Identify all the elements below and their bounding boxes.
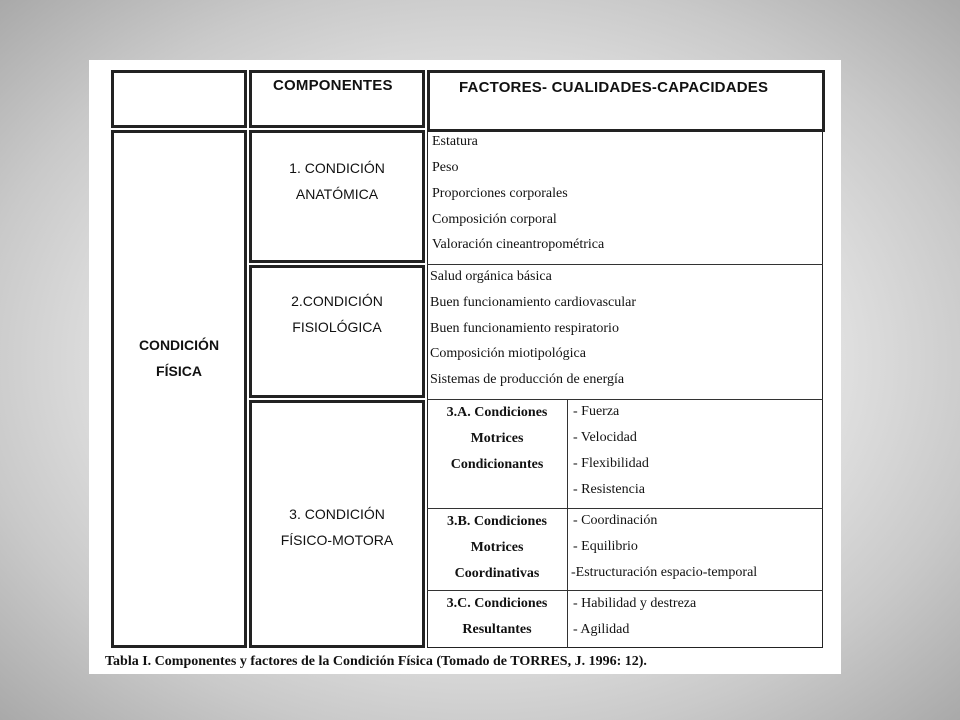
sub-c-item: - Agilidad xyxy=(573,622,630,637)
anatomica-line1: 1. CONDICIÓN xyxy=(289,160,385,176)
sub-a-item: - Resistencia xyxy=(573,482,645,497)
sub-c-item: - Habilidad y destreza xyxy=(573,596,697,611)
sub-a-line1: 3.A. Condiciones xyxy=(446,405,548,420)
condicion-fisica-label xyxy=(111,332,247,384)
sub-b-line1: 3.B. Condiciones xyxy=(447,514,547,529)
anatomica-item: Proporciones corporales xyxy=(432,186,568,201)
sub-c-label xyxy=(427,591,567,643)
sub-b-item: -Estructuración espacio-temporal xyxy=(571,565,758,580)
sub-a-item: - Fuerza xyxy=(573,404,620,419)
fisico-motora-line2: FÍSICO-MOTORA xyxy=(280,532,394,548)
sub-a-line2: Motrices xyxy=(470,431,524,446)
anatomica-item: Valoración cineantropométrica xyxy=(432,237,605,252)
sub-a-item: - Flexibilidad xyxy=(573,456,649,471)
fisiologica-item: Sistemas de producción de energía xyxy=(430,372,625,387)
condicion-fisica-line1: CONDICIÓN xyxy=(138,337,220,353)
anatomica-item: Estatura xyxy=(432,134,478,149)
condicion-fisica-line2: FÍSICA xyxy=(156,363,202,379)
sub-b-item: - Coordinación xyxy=(573,513,658,528)
sub-b-label xyxy=(427,509,567,587)
anatomica-line2: ANATÓMICA xyxy=(295,186,379,202)
sub-a-item: - Velocidad xyxy=(573,430,637,445)
component-fisico-motora-label xyxy=(249,501,425,553)
anatomica-item: Peso xyxy=(432,160,459,175)
sub-b-item: - Equilibrio xyxy=(573,539,638,554)
anatomica-item: Composición corporal xyxy=(432,212,557,227)
component-fisiologica-label xyxy=(249,288,425,340)
fisiologica-item: Salud orgánica básica xyxy=(430,269,552,284)
fisiologica-line2: FISIOLÓGICA xyxy=(292,319,382,335)
fisiologica-item: Composición miotipológica xyxy=(430,346,586,361)
fisiologica-item: Buen funcionamiento cardiovascular xyxy=(430,295,637,310)
header-components-label: COMPONENTES xyxy=(273,77,393,94)
factors-subcolumn-divider xyxy=(567,399,568,648)
scanned-table-document xyxy=(89,60,841,674)
header-left-empty-cell xyxy=(111,70,247,128)
fisico-motora-line1: 3. CONDICIÓN xyxy=(289,506,385,522)
table-caption: Tabla I. Componentes y factores de la Condición Física (Tomado de TORRES, J. 1996: 12). xyxy=(105,654,647,669)
sub-c-line1: 3.C. Condiciones xyxy=(446,596,548,611)
fisiologica-line1: 2.CONDICIÓN xyxy=(291,293,383,309)
fisiologica-item: Buen funcionamiento respiratorio xyxy=(430,321,619,336)
sub-a-label xyxy=(427,400,567,478)
factors-divider-anatomica xyxy=(427,264,823,265)
component-anatomica-label xyxy=(249,155,425,207)
sub-b-line2: Motrices xyxy=(470,540,524,555)
header-factors-label: FACTORES- CUALIDADES-CAPACIDADES xyxy=(459,79,769,96)
condicion-fisica-cell xyxy=(111,130,247,648)
sub-a-line3: Condicionantes xyxy=(450,457,544,472)
sub-c-line2: Resultantes xyxy=(462,622,532,637)
sub-b-line3: Coordinativas xyxy=(454,566,540,581)
